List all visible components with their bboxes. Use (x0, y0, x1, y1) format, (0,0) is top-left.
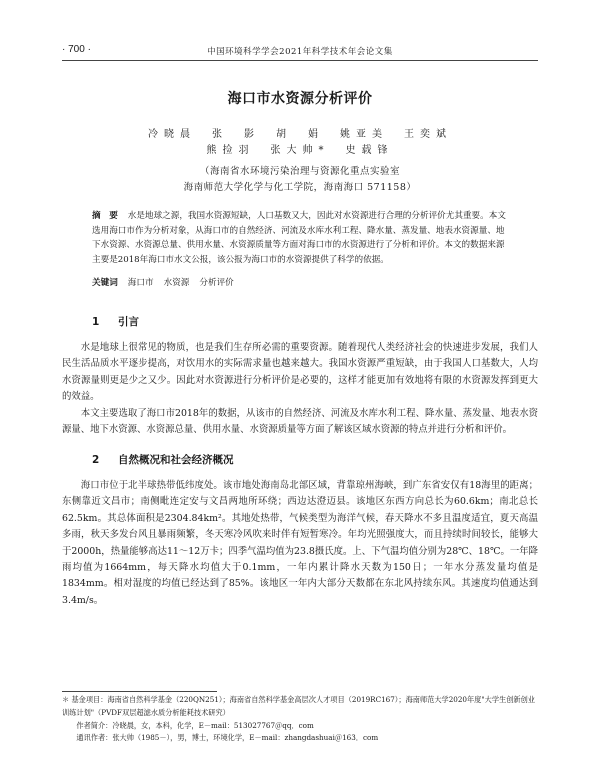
keyword-item: 水资源 (163, 278, 190, 288)
footnote-divider (62, 691, 217, 692)
abstract-text: 水是地球之源，我国水资源短缺，人口基数又大，因此对水资源进行合理的分析评价尤其重要。本文选用海口市作为分析对象，从海口市的自然经济、河流及水库水利工程、降水量、蒸发量、地表水资源量、地下水资源、水资源总量、供用水量、水资源质量等方面对海口市的水资源进行了分析和评价。本文的数据来源主要是2018年海口市水文公报，该公报为海口市的水资源提供了科学的依据。 (92, 211, 506, 265)
abstract-label: 摘 要 (92, 211, 118, 221)
abstract (92, 209, 512, 267)
author-line-1: 冷晓晨 张 影 胡 娟 姚亚美 王奕斌 (148, 129, 452, 140)
section-heading-overview (92, 452, 234, 467)
body-paragraph: 海口市位于北半球热带低纬度处。该市地处海南岛北部区域，背靠琼州海峡，到广东省安仅有18海里的距离；东侧靠近文昌市；南侧毗连定安与文昌两地所环绕；西边达澄迈县。该地区东西方向总长为60.6km；南北总长62.5km。其总体面积是2304.84km²。其地处热带，气候类型为海洋气候，春天降水不多且温度适宜，夏天高温多雨，秋天多发台风且暴雨频繁，冬天寒冷风吹来时伴有短暂寒冷。年均光照强度大，而且持续时间较长，能够大于2000h，热量能够高达11～12万卡；四季气温均值为23.8摄氏度。上、下气温均值分别为28℃、18℃。一年降雨均值为1664mm，每天降水均值大于0.1mm，一年内累计降水天数为150日；一年水分蒸发量均值是1834mm。相对湿度的均值已经达到了85%。该地区一年内大部分天数都在东北风持续东风。其速度均值通达到3.4m/s。 (62, 480, 538, 606)
section-heading-intro (92, 314, 139, 329)
keyword-item: 分析评价 (199, 278, 234, 288)
section-number: 2 (92, 454, 100, 466)
section-number: 1 (92, 316, 100, 328)
header-divider (62, 60, 538, 61)
footnotes (62, 694, 538, 745)
keyword-item: 海口市 (127, 278, 154, 288)
paper-title: 海口市水资源分析评价 (227, 91, 373, 107)
section-title: 引言 (118, 316, 139, 328)
affiliation-line-2: 海南师范大学化学与化工学院，海南海口 571158） (183, 182, 417, 193)
affiliation-line-1: （海南省水环境污染治理与资源化重点实验室 (199, 166, 400, 177)
body-paragraph: 本文主要选取了海口市2018年的数据，从该市的自然经济、河流及水库水利工程、降水量、蒸发量、地表水资源量、地下水资源、水资源总量、供用水量、水资源质量等方面了解该区域水资源的特点并进行分析和评价。 (62, 408, 538, 436)
page-number: · 700 · (62, 44, 91, 55)
footnote-first-author: 作者简介：冷晓晨，女，本科，化学，E－mail：513027767＠qq．com (76, 720, 314, 730)
footnote-corresponding-author: 通讯作者：张大帅（1985－），男，博士，环境化学，E－mail：zhangdashuai＠163．com (76, 733, 379, 743)
section-title: 自然概况和社会经济概况 (118, 454, 234, 466)
footnote-fund: ＊ 基金项目：海南省自然科学基金（220QN251）；海南省自然科学基金高层次人才项目（2019RC167）；海南师范大学2020年度"大学生创新创业训练计划"（PVDF双层超滤水质分析能耗技术研究） (62, 695, 535, 717)
keywords-label: 关键词 (92, 278, 118, 288)
body-paragraph: 水是地球上很常见的物质，也是我们生存所必需的重要资源。随着现代人类经济社会的快速进步发展，我们人民生活品质水平逐步提高，对饮用水的实际需求量也越来越大。我国水资源严重短缺，由于我国人口基数大，人均水资源量则更是少之又少。因此对水资源进行分析评价是必要的，这样才能更加有效地将有限的水资源发挥到更大的效益。 (62, 342, 538, 403)
author-line-2: 熊捡羽 张大帅* 史载锋 (206, 145, 394, 156)
keywords (92, 276, 512, 291)
running-header: 中国环境科学学会2021年科学技术年会论文集 (207, 47, 393, 57)
